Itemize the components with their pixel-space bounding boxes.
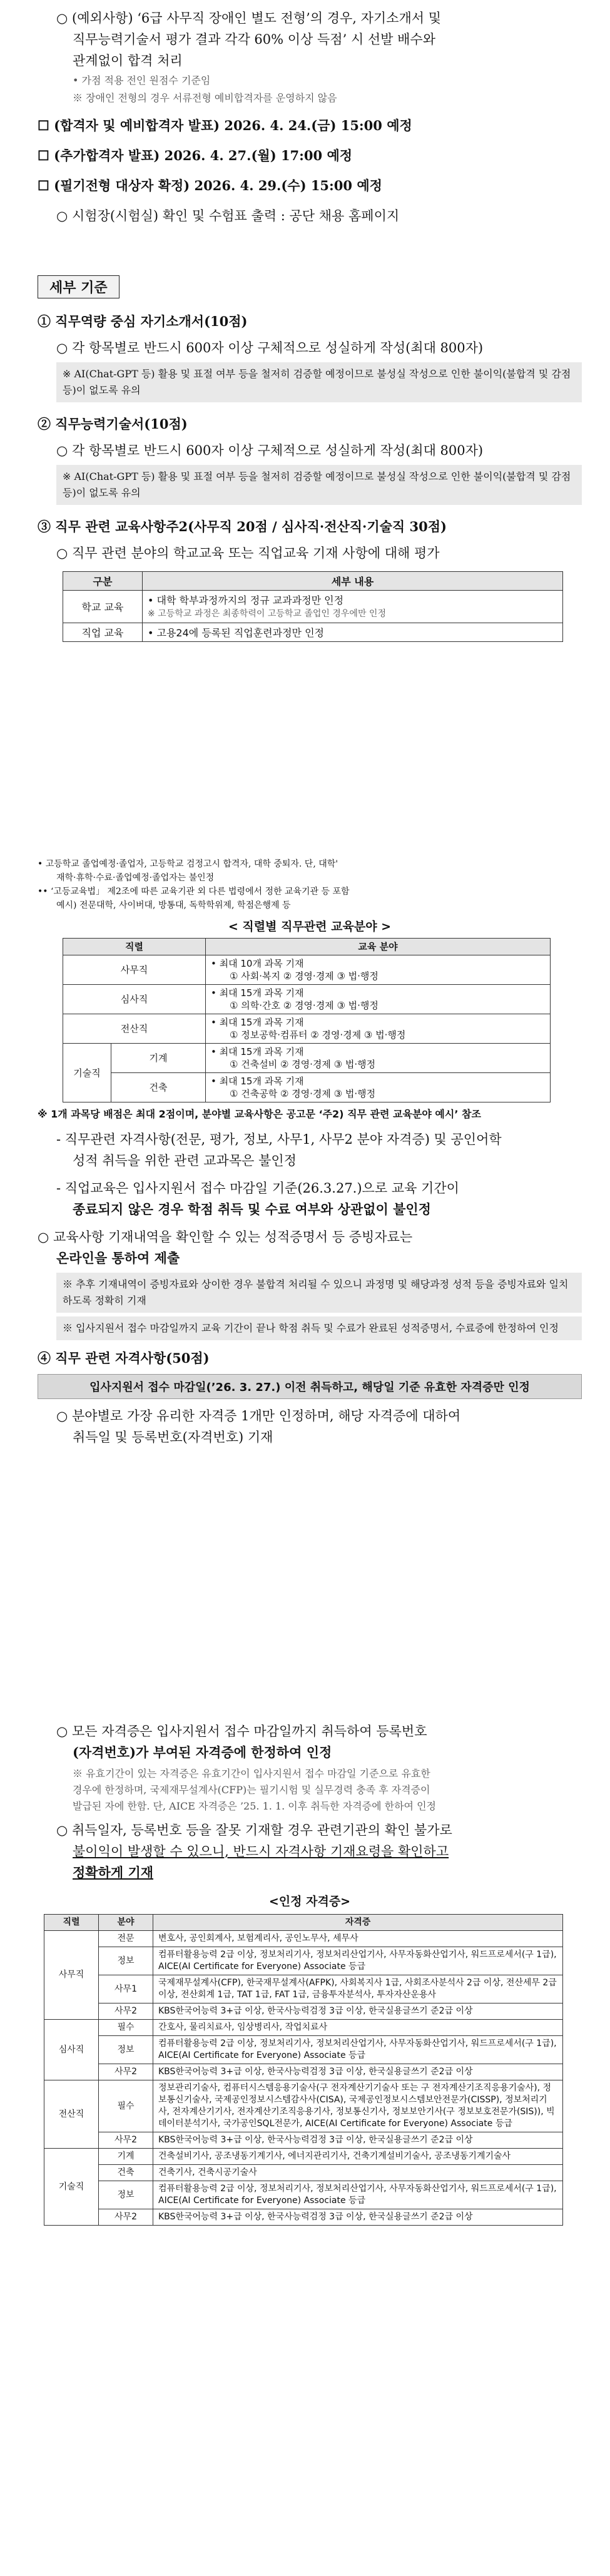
education-school-line-1: • 대학 학부과정까지의 정규 교과과정만 인정 xyxy=(148,594,344,606)
cert-list-12: KBS한국어능력 3+급 이상, 한국사능력검정 3급 이상, 한국실용글쓰기 준2급 이상 xyxy=(153,2209,563,2226)
education-row-school-label: 학교 교육 xyxy=(63,591,143,623)
criteria-2-desc: ○ 각 항목별로 반드시 600자 이상 구체적으로 성실하게 작성(최대 800자) xyxy=(56,443,484,458)
education-header-detail: 세부 내용 xyxy=(143,572,563,591)
edu-rule-2b: 종료되지 않은 경우 학점 취득 및 수료 여부와 상관없이 불인정 xyxy=(73,1201,431,1217)
cert-field-6: 사무2 xyxy=(99,2064,153,2080)
field-row-office: 사무직 xyxy=(63,955,206,985)
cert-series-tech: 기술직 xyxy=(44,2149,99,2226)
exception-section xyxy=(38,8,582,227)
cert-list-6: KBS한국어능력 3+급 이상, 한국사능력검정 3급 이상, 한국실용글쓰기 준2급 이상 xyxy=(153,2064,563,2080)
field-row-mech-detail xyxy=(206,1044,551,1073)
education-row-job-label: 직업 교육 xyxy=(63,623,143,642)
cert-rule-1b: 취득일 및 등록번호(자격번호) 기재 xyxy=(73,1430,273,1445)
field-review-count: • 최대 15개 과목 기재 xyxy=(211,987,304,999)
cert-list-9: 건축설비기사, 공조냉동기계기사, 에너지관리기사, 건축기계설비기술사, 공조냉동기계기술사 xyxy=(153,2149,563,2165)
edu-rule-3a: ○ 교육사항 기재내역을 확인할 수 있는 성적증명서 등 증빙자료는 xyxy=(38,1229,413,1245)
criteria-section xyxy=(38,275,582,642)
cert-list-4: 간호사, 물리치료사, 임상병리사, 작업치료사 xyxy=(153,2020,563,2036)
field-review-areas: ① 의학·간호 ② 경영·경제 ③ 법·행정 xyxy=(230,1000,379,1011)
field-note: ※ 1개 과목당 배점은 최대 2점이며, 분야별 교육사항은 공고문 ‘주2) 직무 관련 교육분야 예시’ 참조 xyxy=(38,1108,481,1120)
cert-valid-c: 발급된 자에 한함. 단, AICE 자격증은 ’25. 1. 1. 이후 취득한 자격증에 한하여 인정 xyxy=(73,1800,437,1812)
edu-note-1: • 고등학교 졸업예정·졸업자, 고등학교 검정고시 합격자, 대학 중퇴자. 단, 대학' xyxy=(38,859,338,869)
education-school-line-2: ※ 고등학교 과정은 최종학력이 고등학교 졸업인 경우에만 인정 xyxy=(148,609,386,619)
cert-field-12: 사무2 xyxy=(99,2209,153,2226)
schedule-additional: ☐ (추가합격자 발표) 2026. 4. 27.(월) 17:00 예정 xyxy=(38,148,353,163)
cert-list-2: 국제재무설계사(CFP), 한국재무설계사(AFPK), 사회복지사 1급, 사회조사분석사 2급 이상, 전산세무 2급 이상, 전산회계 1급, TAT 1급, FAT 1급, 금융투자분석사, 투자자산운용사 xyxy=(153,1975,563,2003)
cert-valid-a: ※ 유효기간이 있는 자격증은 유효기간이 입사지원서 접수 마감일 기준으로 유효한 xyxy=(73,1768,430,1779)
field-header-series: 직렬 xyxy=(63,939,206,955)
cert-series-it: 전산직 xyxy=(44,2080,99,2149)
cert-field-3: 사무2 xyxy=(99,2003,153,2020)
criteria-1-title: ① 직무역량 중심 자기소개서(10점) xyxy=(38,313,248,329)
criteria-heading: 세부 기준 xyxy=(38,275,119,298)
field-row-it: 전산직 xyxy=(63,1014,206,1044)
exception-note-2: ※ 장애인 전형의 경우 서류전형 예비합격자를 운영하지 않음 xyxy=(73,92,337,104)
cert-header-name: 자격증 xyxy=(153,1915,563,1931)
education-header-type: 구분 xyxy=(63,572,143,591)
edu-rule-2a: - 직업교육은 입사지원서 접수 마감일 기준(26.3.27.)으로 교육 기간이 xyxy=(56,1181,459,1196)
cert-accuracy-a: ○ 취득일자, 등록번호 등을 잘못 기재할 경우 관련기관의 확인 불가로 xyxy=(56,1823,452,1838)
cert-series-review: 심사직 xyxy=(44,2020,99,2080)
edu-shade-note-1: ※ 추후 기재내역이 증빙자료와 상이한 경우 불합격 처리될 수 있으니 과정명 및 해당과정 성적 등을 증빙자료와 일치하도록 정확히 기재 xyxy=(56,1273,582,1313)
exception-line-2: 직무능력기술서 평가 결과 각각 60% 이상 득점’ 시 선발 배수와 xyxy=(73,32,436,47)
cert-field-2: 사무1 xyxy=(99,1975,153,2003)
cert-table-title: <인정 자격증> xyxy=(268,1895,351,1908)
field-row-tech-arch: 건축 xyxy=(111,1073,206,1102)
education-table xyxy=(63,571,563,642)
cert-rule-1a: ○ 분야별로 가장 유리한 자격증 1개만 인정하며, 해당 자격증에 대하여 xyxy=(56,1408,461,1423)
field-row-tech: 기술직 xyxy=(63,1044,111,1102)
criteria-3-desc: ○ 직무 관련 분야의 학교교육 또는 직업교육 기재 사항에 대해 평가 xyxy=(56,546,440,561)
cert-field-10: 건축 xyxy=(99,2165,153,2181)
field-mech-areas: ① 건축설비 ② 경영·경제 ③ 법·행정 xyxy=(230,1059,376,1070)
cert-field-5: 정보 xyxy=(99,2036,153,2064)
cert-field-0: 전문 xyxy=(99,1931,153,1947)
cert-field-9: 기계 xyxy=(99,2149,153,2165)
cert-accuracy-b: 불이익이 발생할 수 있으니, 반드시 자격사항 기재요령을 확인하고 xyxy=(73,1844,449,1859)
cert-series-office: 사무직 xyxy=(44,1931,99,2020)
criteria-2-title: ② 직무능력기술서(10점) xyxy=(38,416,188,432)
schedule-written: ☐ (필기전형 대상자 확정) 2026. 4. 29.(수) 15:00 예정 xyxy=(38,178,382,193)
cert-section xyxy=(38,1721,582,2226)
cert-list-8: KBS한국어능력 3+급 이상, 한국사능력검정 3급 이상, 한국실용글쓰기 준2급 이상 xyxy=(153,2132,563,2149)
schedule-exam-hall: ○ 시험장(시험실) 확인 및 수험표 출력 : 공단 채용 홈페이지 xyxy=(56,208,400,223)
cert-field-11: 정보 xyxy=(99,2181,153,2209)
field-row-tech-mech: 기계 xyxy=(111,1044,206,1073)
cert-field-8: 사무2 xyxy=(99,2132,153,2149)
exception-line-1: ○ (예외사항) ‘6급 사무직 장애인 별도 전형’의 경우, 자기소개서 및 xyxy=(56,11,442,26)
cert-list-11: 컴퓨터활용능력 2급 이상, 정보처리기사, 정보처리산업기사, 사무자동화산업기사, 워드프로세서(구 1급), AICE(AI Certificate for Everyone) Associate 등급 xyxy=(153,2181,563,2209)
cert-list-5: 컴퓨터활용능력 2급 이상, 정보처리기사, 정보처리산업기사, 사무자동화산업기사, 워드프로세서(구 1급), AICE(AI Certificate for Everyone) Associate 등급 xyxy=(153,2036,563,2064)
field-mech-count: • 최대 15개 과목 기재 xyxy=(211,1046,304,1057)
field-it-areas: ① 정보공학·컴퓨터 ② 경영·경제 ③ 법·행정 xyxy=(230,1029,406,1041)
field-row-office-detail xyxy=(206,955,551,985)
edu-note-3: •• ‘고등교육법」 제2조에 따른 교육기관 외 다른 법령에서 정한 교육기관 등 포함 xyxy=(38,887,350,897)
edu-rule-1a: - 직무관련 자격사항(전문, 평가, 정보, 사무1, 사무2 분야 자격증) 및 공인어학 xyxy=(56,1132,502,1147)
cert-list-1: 컴퓨터활용능력 2급 이상, 정보처리기사, 정보처리산업기사, 사무자동화산업기사, 워드프로세서(구 1급), AICE(AI Certificate for Everyone) Associate 등급 xyxy=(153,1947,563,1975)
cert-accuracy-c: 정확하게 기재 xyxy=(73,1865,154,1880)
exception-line-3: 관계없이 합격 처리 xyxy=(73,53,183,68)
cert-list-7: 정보관리기술사, 컴퓨터시스템응용기술사(구 전자계산기기술사 또는 구 전자계산기조직응용기술사), 정보통신기술사, 국제공인정보시스템감사사(CISA), 국제공인정보시스템보안전문가(CISSP), 정보처리기사, 전자계산기기사, 전자계산기조직응용기사, 정보통신기사, 정보보안기사(구 정보보호전문가(SIS)), 빅데이터분석기사, 국가공인SQL전문가, AICE(AI Certificate for Everyone) Associate 등급 xyxy=(153,2080,563,2132)
cert-all-a: ○ 모든 자격증은 입사지원서 접수 마감일까지 취득하여 등록번호 xyxy=(56,1724,427,1739)
exception-note-1: • 가점 적용 전인 원점수 기준임 xyxy=(73,74,211,86)
field-header-area: 교육 분야 xyxy=(206,939,551,955)
education-row-school-detail xyxy=(143,591,563,623)
cert-field-1: 정보 xyxy=(99,1947,153,1975)
edu-shade-note-2: ※ 입사지원서 접수 마감일까지 교육 기간이 끝나 학점 취득 및 수료가 완료된 성적증명서, 수료증에 한정하여 인정 xyxy=(56,1316,582,1340)
schedule-result: ☐ (합격자 및 예비합격자 발표) 2026. 4. 24.(금) 15:00 예정 xyxy=(38,118,412,133)
cert-header-series: 직렬 xyxy=(44,1915,99,1931)
cert-header-field: 분야 xyxy=(99,1915,153,1931)
field-row-arch-detail xyxy=(206,1073,551,1102)
criteria-1-note: ※ AI(Chat-GPT 등) 활용 및 표절 여부 등을 철저히 검증할 예정이므로 불성실 작성으로 인한 불이익(불합격 및 감점 등)이 없도록 유의 xyxy=(56,362,582,402)
field-table-title: < 직렬별 직무관련 교육분야 > xyxy=(228,920,392,934)
field-it-count: • 최대 15개 과목 기재 xyxy=(211,1017,304,1028)
cert-field-4: 필수 xyxy=(99,2020,153,2036)
field-table xyxy=(63,938,551,1102)
criteria-2-note: ※ AI(Chat-GPT 등) 활용 및 표절 여부 등을 철저히 검증할 예정이므로 불성실 작성으로 인한 불이익(불합격 및 감점 등)이 없도록 유의 xyxy=(56,465,582,505)
cert-list-0: 변호사, 공인회계사, 보험계리사, 공인노무사, 세무사 xyxy=(153,1931,563,1947)
field-row-review: 심사직 xyxy=(63,985,206,1014)
cert-list-10: 건축기사, 건축시공기술사 xyxy=(153,2165,563,2181)
cert-list-3: KBS한국어능력 3+급 이상, 한국사능력검정 3급 이상, 한국실용글쓰기 준2급 이상 xyxy=(153,2003,563,2020)
edu-rule-3b: 온라인을 통하여 제출 xyxy=(56,1250,180,1266)
education-row-job-detail: • 고용24에 등록된 직업훈련과정만 인정 xyxy=(143,623,563,642)
edu-note-2: 재학·휴학·수료·졸업예정·졸업자는 불인정 xyxy=(56,873,215,883)
cert-valid-b: 경우에 한정하며, 국제재무설계사(CFP)는 필기시험 및 실무경력 충족 후 자격증이 xyxy=(73,1784,430,1796)
edu-rule-1b: 성적 취득을 위한 관련 교과목은 불인정 xyxy=(73,1153,297,1168)
cert-all-b: (자격번호)가 부여된 자격증에 한정하여 인정 xyxy=(73,1744,332,1760)
criteria-4-title: ④ 직무 관련 자격사항(50점) xyxy=(38,1350,210,1366)
field-row-review-detail xyxy=(206,985,551,1014)
cert-field-7: 필수 xyxy=(99,2080,153,2132)
education-notes-section xyxy=(38,857,582,1448)
cert-table xyxy=(44,1914,563,2226)
edu-note-4: 예시) 전문대학, 사이버대, 방통대, 독학학위제, 학점은행제 등 xyxy=(56,900,291,910)
field-arch-count: • 최대 15개 과목 기재 xyxy=(211,1076,304,1087)
field-office-count: • 최대 10개 과목 기재 xyxy=(211,958,304,969)
criteria-1-desc: ○ 각 항목별로 반드시 600자 이상 구체적으로 성실하게 작성(최대 800자) xyxy=(56,340,484,355)
criteria-3-title: ③ 직무 관련 교육사항주2(사무직 20점 / 심사직·전산직·기술직 30점) xyxy=(38,519,447,534)
field-arch-areas: ① 건축공학 ② 경영·경제 ③ 법·행정 xyxy=(230,1088,376,1099)
field-row-it-detail xyxy=(206,1014,551,1044)
field-office-areas: ① 사회·복지 ② 경영·경제 ③ 법·행정 xyxy=(230,970,379,982)
cert-deadline-box: 입사지원서 접수 마감일(’26. 3. 27.) 이전 취득하고, 해당일 기준 유효한 자격증만 인정 xyxy=(38,1374,582,1399)
